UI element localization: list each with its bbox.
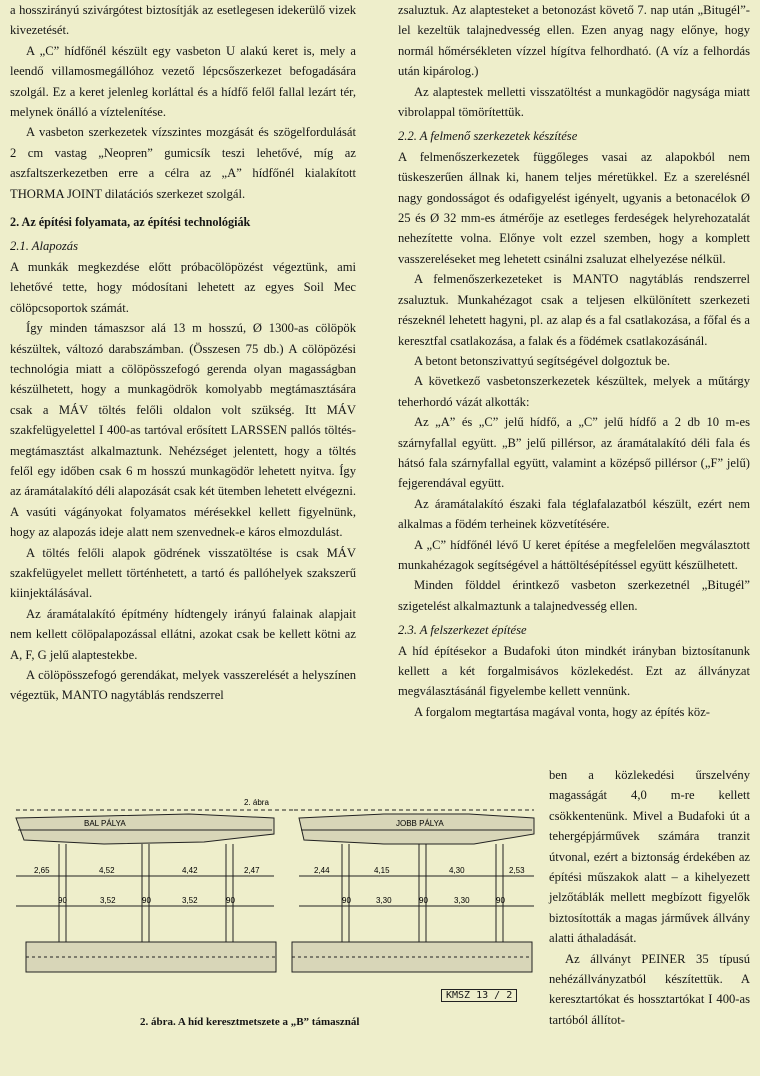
- cross-section-figure: [4, 794, 544, 1044]
- figure-caption: 2. ábra. A híd keresztmetszete a „B” támasznál: [140, 1016, 360, 1028]
- dim-label: 4,15: [374, 866, 390, 875]
- dim-label: 90: [58, 896, 67, 905]
- paragraph: A „C” hídfőnél készült egy vasbeton U alakú keret is, mely a leendő villamosmegállóhoz vezető lépcsőszerkezet befogadására szolgál. Ez a keret jelenleg korláttal és a hídfő felől fallal lezárt tér, melynek önálló a víztelenítése.: [10, 43, 356, 120]
- dim-label: 90: [342, 896, 351, 905]
- paragraph: a hosszirányú szivárgótest biztosítják az esetlegesen idekerülő vizek kivezetését.: [10, 3, 356, 38]
- paragraph: zsaluztuk. Az alaptesteket a betonozást követő 7. nap után „Bitugél”-lel kezeltük talajnedvesség ellen. Ezen anyag nagy előnye, hogy normál hőmérsékleten vízzel hígítva felhordható. (A víz a felhordás után kipárolog.): [398, 3, 750, 79]
- dim-label: 90: [226, 896, 235, 905]
- paragraph: A forgalom megtartása magával vonta, hogy az építés köz-: [414, 704, 710, 719]
- paragraph: A felmenőszerkezeteket is MANTO nagytáblás rendszerrel zsaluztuk. Munkahézagot csak a teljesen elkülönített szerkezeti részeknél lehetett hagyni, pl. az alap és a fal csatlakozása, a főfal és a keresztfal csatlakozása, a falak és a födémek csatlakozásánál.: [398, 272, 750, 348]
- paragraph: Minden földdel érintkező vasbeton szerkezetnél „Bitugél” szigetelést alkalmaztunk a talajnedvesség ellen.: [398, 578, 750, 613]
- dim-label: 3,52: [100, 896, 116, 905]
- paragraph: Így minden támaszsor alá 13 m hosszú, Ø 1300-as cölöpök készültek, változó darabszámban. (Összesen 75 db.) A cölöpözési technológia miatt a cölöpösszefogó gerenda olyan magasságban készülhetett, hogy a munkagödrök komolyabb megtámasztására csak a MÁV töltés felőli oldalon volt szükség. Itt MÁV szakfelügyelettel I 400-as tartóval erősített LARSSEN pallós töltés-megtámasztást alkalmaztunk. Nehézséget jelentett, hogy a töltés felől egy időben csak 6 m hosszú munkagödör lehetett nyitva. Így az áramátalakító déli alapozását csak két ütemben lehetett elvégezni. A vasúti vágányokat folyamatos mérésekkel kellett figyelnünk, hogy az alapozás ideje alatt nem szenvednek-e káros elmozdulást.: [10, 321, 356, 540]
- paragraph: A „C” hídfőnél lévő U keret építése a megfelelően megválasztott munkahézagok segítségével a háttöltésépítéssel együtt készülhetett.: [398, 537, 750, 572]
- paragraph: A töltés felőli alapok gödrének visszatöltése is csak MÁV szakfelügyelet mellett történhetett, a tartó és pallóhelyek szakszerű kiinjektálásával.: [10, 545, 356, 601]
- wrapped-text-block: [549, 765, 750, 1030]
- bridge-cross-section-drawing: [4, 794, 544, 1014]
- paragraph: ben a közlekedési űrszelvény magasságát 4,0 m-re kellett csökkentenünk. Mivel a Budafoki út a tehergépjárművek számára tranzit útvonal, ezért a biztonság érdekében az építési műszakok alatt – a kihelyezett jelzőtáblák mellett megbízott figyelők biztosították a magas járművek állvány alatti áthaladását.: [549, 768, 750, 946]
- paragraph: A felmenőszerkezetek függőleges vasai az alapokból nem tüskeszerűen állnak ki, hanem teljes méretükkel. Ez a szerelésnél nagy gondosságot és odafigyelést igényelt, ugyanis a betonacélok Ø 25 és Ø 32 mm-es átmérője az esetleges ferdeségek helyrehozatalát nehezítette volna. Előnye volt ezzel szemben, hogy a komplett vasszereléseket meg lehetett csinálni zsaluzat elhelyezése nélkül.: [398, 149, 750, 266]
- subsection-heading: 2.2. A felmenő szerkezetek készítése: [398, 129, 578, 144]
- paragraph: A híd építésekor a Budafoki úton mindkét irányban biztosítanunk kellett a két forgalmisávos közlekedést. Ezt az állványzat megválasztásánál figyelembe kellett vennünk.: [398, 643, 750, 699]
- figure-title: 2. ábra: [244, 798, 269, 807]
- paragraph: A cölöpösszefogó gerendákat, melyek vasszerelését a helyszínen végeztük, MANTO nagytáblás rendszerrel: [10, 668, 356, 703]
- dim-label: 3,30: [376, 896, 392, 905]
- dim-label: 2,47: [244, 866, 260, 875]
- dim-label: 90: [496, 896, 505, 905]
- paragraph: A betont betonszivattyú segítségével dolgoztuk be.: [414, 353, 671, 368]
- dim-label: 4,42: [182, 866, 198, 875]
- subsection-heading: 2.1. Alapozás: [10, 239, 78, 254]
- dim-label: 2,53: [509, 866, 525, 875]
- left-column: [10, 0, 356, 706]
- paragraph: Az áramátalakító északi fala téglafalazatból készült, ezért nem alkalmas a födém terheinek közvetítésére.: [398, 496, 750, 532]
- right-column: [398, 0, 750, 722]
- paragraph: Az „A” és „C” jelű hídfő, a „C” jelű hídfő a 2 db 10 m-es szárnyfallal együtt. „B” jelű pillérsor, az áramátalakító déli fala és hátsó fala szárnyfallal együtt, valamint a középső pillérsor („F” jelű) fejgerendával együtt.: [398, 415, 750, 491]
- dim-label: 3,30: [454, 896, 470, 905]
- paragraph: A vasbeton szerkezetek vízszintes mozgását és szögelfordulását 2 cm vastag „Neopren” gumicsík teszi lehetővé, míg az aszfaltszerkezetben erre a célra az „A” hídfőnél kialakított THORMA JOINT dilatációs szerkezet szolgál.: [10, 125, 356, 201]
- left-deck-label: BAL PÁLYA: [84, 819, 126, 828]
- paragraph: Az áramátalakító építmény hídtengely irányú falainak alapjait nem kellett cölöpalapozással ellátni, azokat csak be kellett kötni az A, F, G jelű alaptestekbe.: [10, 606, 356, 662]
- dim-label: 3,52: [182, 896, 198, 905]
- paragraph: A munkák megkezdése előtt próbacölöpözést végeztünk, ami lehetővé tette, hogy módosítani lehetett az egyes Soil Mec cölöpcsoportok számát.: [10, 259, 356, 315]
- paragraph: A következő vasbetonszerkezetek készültek, melyek a műtárgy teherhordó vázát alkották:: [398, 374, 750, 409]
- dim-label: 90: [142, 896, 151, 905]
- dim-label: 90: [419, 896, 428, 905]
- dim-label: 2,44: [314, 866, 330, 875]
- paragraph: Az alaptestek melletti visszatöltést a munkagödör nagysága miatt vibrolappal tömörítettük.: [398, 84, 750, 120]
- dim-label: 2,65: [34, 866, 50, 875]
- right-deck-label: JOBB PÁLYA: [396, 819, 444, 828]
- figure-reference-tag: KMSZ 13 / 2: [441, 989, 517, 1002]
- dim-label: 4,52: [99, 866, 115, 875]
- section-heading: 2. Az építési folyamata, az építési technológiák: [10, 215, 251, 230]
- subsection-heading: 2.3. A felszerkezet építése: [398, 623, 527, 638]
- paragraph: Az állványt PEINER 35 típusú nehézállványzatból készítettük. A keresztartókat és hossztartókat I 400-as tartóból állítot-: [549, 951, 750, 1027]
- dim-label: 4,30: [449, 866, 465, 875]
